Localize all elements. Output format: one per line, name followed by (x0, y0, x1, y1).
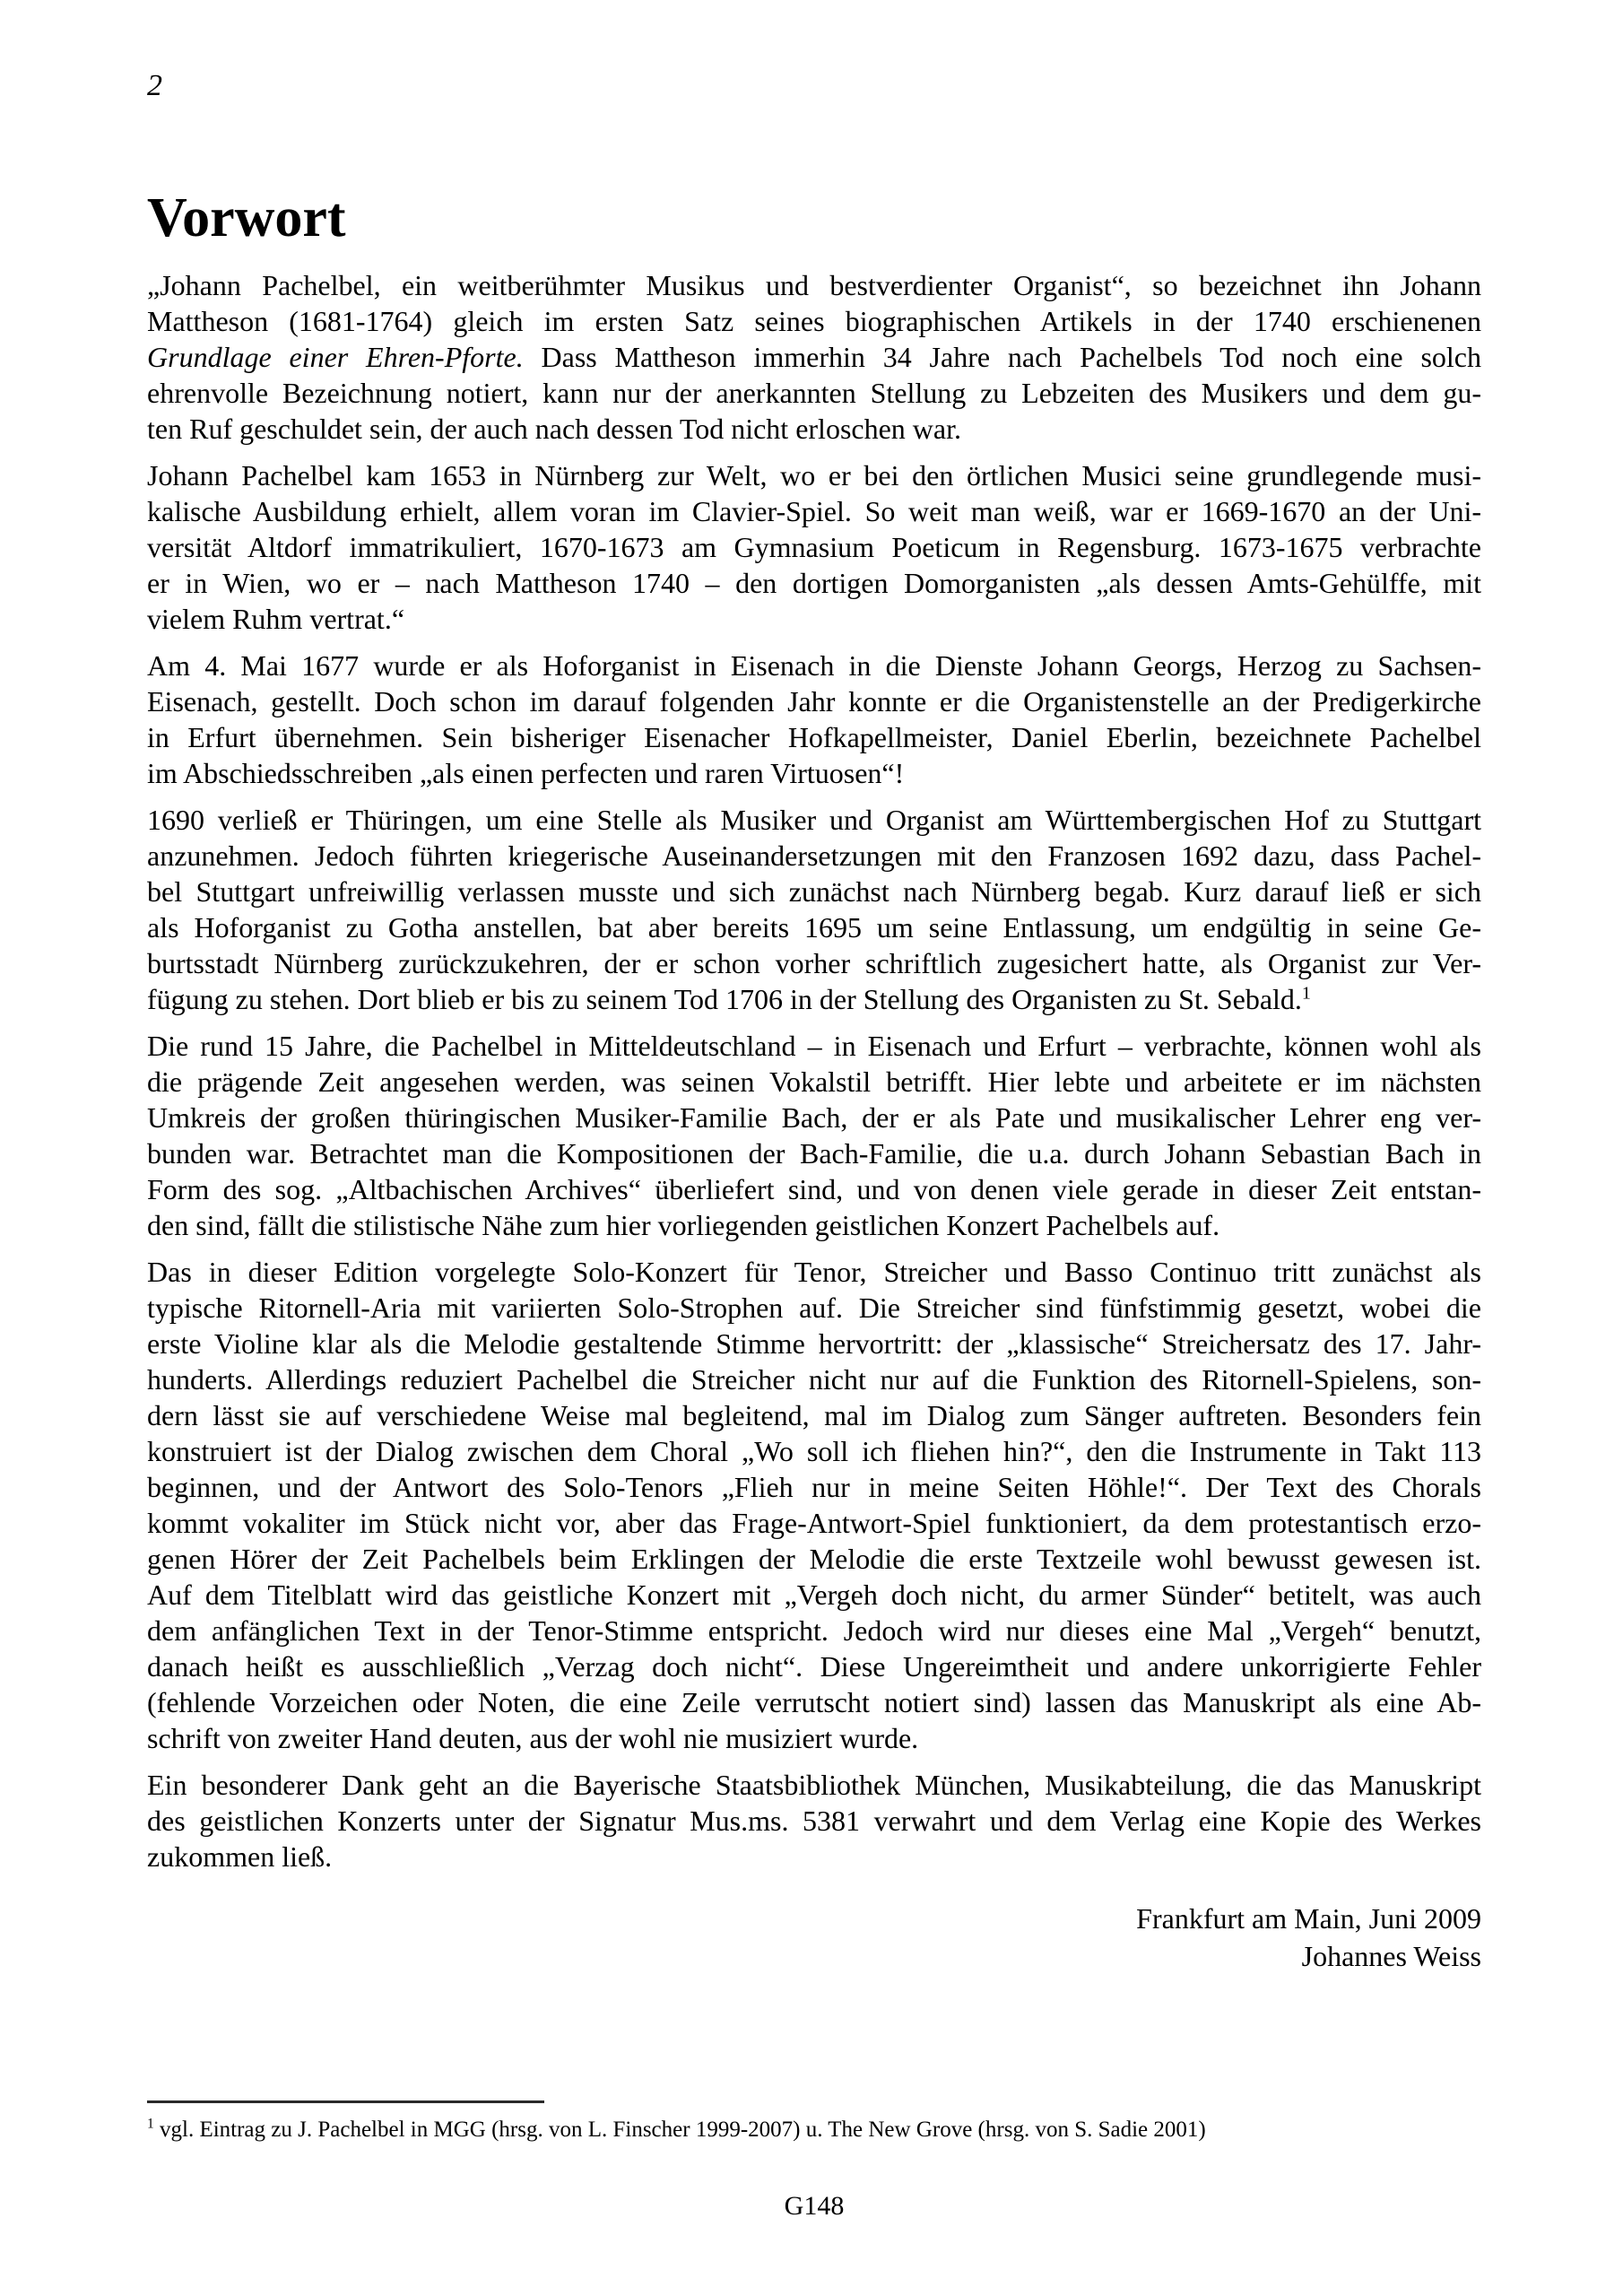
text-line: konstruiert ist der Dialog zwischen dem Choral „Wo soll ich fliehen hin?“, den die Instrumente in Takt 113 (147, 1435, 1481, 1467)
text-line: burtsstadt Nürnberg zurückzukehren, der er schon vorher schriftlich zugesichert hatte, als Organist zur Ver- (147, 947, 1481, 979)
page-footer: G148 (784, 2191, 845, 2221)
text-line: (fehlende Vorzeichen oder Noten, die eine Zeile verrutscht notiert sind) lassen das Manuskript als eine Ab- (147, 1686, 1481, 1718)
text-line: hunderts. Allerdings reduziert Pachelbel die Streicher nicht nur auf die Funktion des Ritornell-Spielens, son- (147, 1363, 1481, 1396)
text-line: im Abschiedsschreiben „als einen perfecten und raren Virtuosen“! (147, 757, 905, 789)
text-line: „Johann Pachelbel, ein weitberühmter Musikus und bestverdienter Organist“, so bezeichnet ihn Johann (147, 269, 1481, 301)
page-content (147, 68, 1481, 1975)
text-line: bel Stuttgart unfreiwillig verlassen musste und sich zunächst nach Nürnberg begab. Kurz darauf ließ er sich (147, 875, 1481, 908)
text-line: Ein besonderer Dank geht an die Bayerische Staatsbibliothek München, Musikabteilung, die das Manuskript (147, 1769, 1481, 1801)
page-number: 2 (147, 69, 162, 102)
footnote (147, 2116, 1481, 2144)
signature-place-date: Frankfurt am Main, Juni 2009 (1136, 1902, 1481, 1935)
text-line: kommt vokaliter im Stück nicht vor, aber das Frage-Antwort-Spiel funktioniert, da dem protestantisch erzo- (147, 1507, 1481, 1539)
text-line: Am 4. Mai 1677 wurde er als Hoforganist in Eisenach in die Dienste Johann Georgs, Herzog zu Sachsen- (147, 649, 1481, 682)
footnote-text: vgl. Eintrag zu J. Pachelbel in MGG (hrsg. von L. Finscher 1999-2007) u. The New Grove (hrsg. von S. Sadie 2001) (153, 2118, 1206, 2142)
paragraph (147, 1254, 1481, 1756)
text-line: typische Ritornell-Aria mit variierten Solo-Strophen auf. Die Streicher sind fünfstimmig gesetzt, wobei die (147, 1292, 1481, 1324)
text-line: anzunehmen. Jedoch führten kriegerische Auseinandersetzungen mit den Franzosen 1692 dazu, dass Pachel- (147, 839, 1481, 872)
text-line: Johann Pachelbel kam 1653 in Nürnberg zur Welt, wo er bei den örtlichen Musici seine grundlegende musi- (147, 459, 1481, 491)
text-line: als Hoforganist zu Gotha anstellen, bat aber bereits 1695 um seine Entlassung, um endgültig in seine Ge- (147, 911, 1481, 944)
text-line: in Erfurt übernehmen. Sein bisheriger Eisenacher Hofkapellmeister, Daniel Eberlin, bezeichnete Pachelbel (147, 721, 1481, 753)
text-line: Das in dieser Edition vorgelegte Solo-Konzert für Tenor, Streicher und Basso Continuo tritt zunächst als (147, 1256, 1481, 1288)
text-line: Auf dem Titelblatt wird das geistliche Konzert mit „Vergeh doch nicht, du armer Sünder“ betitelt, was auch (147, 1578, 1481, 1611)
text-line: dem anfänglichen Text in der Tenor-Stimme entspricht. Jedoch wird nur dieses eine Mal „Vergeh“ benutzt, (147, 1614, 1481, 1647)
text-line: die prägende Zeit angesehen werden, was seinen Vokalstil betrifft. Hier lebte und arbeitete er im nächsten (147, 1065, 1481, 1098)
signature-name: Johannes Weiss (1301, 1940, 1481, 1972)
paragraph (147, 1028, 1481, 1243)
text-line: den sind, fällt die stilistische Nähe zum hier vorliegenden geistlichen Konzert Pachelbels auf. (147, 1209, 1220, 1241)
text-line: Form des sog. „Altbachischen Archives“ überliefert sind, und von denen viele gerade in dieser Zeit entstan- (147, 1173, 1481, 1205)
text-line: dern lässt sie auf verschiedene Weise mal begleitend, mal im Dialog zum Sänger auftreten. Besonders fein (147, 1399, 1481, 1431)
paragraph (147, 1767, 1481, 1874)
text-line: Grundlage einer Ehren-Pforte. Dass Mattheson immerhin 34 Jahre nach Pachelbels Tod noch eine solch (147, 341, 1482, 373)
text-line: Umkreis der großen thüringischen Musiker-Familie Bach, der er als Pate und musikalischer Lehrer eng ver- (147, 1101, 1481, 1134)
footnote-area (147, 2100, 1481, 2144)
footnote-marker: 1 (147, 2116, 154, 2132)
text-line: fügung zu stehen. Dort blieb er bis zu seinem Tod 1706 in der Stellung des Organisten zu St. Sebald.$^1$ (147, 983, 1311, 1015)
text-line: Die rund 15 Jahre, die Pachelbel in Mitteldeutschland – in Eisenach und Erfurt – verbrachte, können wohl als (147, 1030, 1481, 1062)
text-line: versität Altdorf immatrikuliert, 1670-1673 am Gymnasium Poeticum in Regensburg. 1673-1675 verbrachte (147, 531, 1481, 563)
preface-paragraphs (147, 267, 1481, 1874)
paragraph (147, 267, 1481, 447)
paragraph (147, 802, 1481, 1017)
text-line: bunden war. Betrachtet man die Kompositionen der Bach-Familie, die u.a. durch Johann Sebastian Bach in (147, 1137, 1481, 1170)
page-title: Vorwort (147, 187, 346, 248)
text-line: beginnen, und der Antwort des Solo-Tenors „Flieh nur in meine Seiten Höhle!“. Der Text des Chorals (147, 1471, 1481, 1503)
text-line: kalische Ausbildung erhielt, allem voran im Clavier-Spiel. So weit man weiß, war er 1669-1670 an der Uni- (147, 495, 1481, 527)
paragraph (147, 648, 1481, 791)
signature-block (147, 1900, 1481, 1975)
text-line: ten Ruf geschuldet sein, der auch nach dessen Tod nicht erloschen war. (147, 413, 961, 445)
text-line: Eisenach, gestellt. Doch schon im darauf folgenden Jahr konnte er die Organistenstelle an der Predigerkirche (147, 685, 1481, 718)
text-line: Mattheson (1681-1764) gleich im ersten Satz seines biographischen Artikels in der 1740 erschienenen (147, 305, 1481, 337)
text-line: des geistlichen Konzerts unter der Signatur Mus.ms. 5381 verwahrt und dem Verlag eine Kopie des Werkes (147, 1805, 1481, 1837)
text-line: 1690 verließ er Thüringen, um eine Stelle als Musiker und Organist am Württembergischen Hof zu Stuttgart (147, 804, 1481, 836)
text-line: genen Hörer der Zeit Pachelbels beim Erklingen der Melodie die erste Textzeile wohl bewusst gewesen ist. (147, 1543, 1481, 1575)
text-line: zukommen ließ. (147, 1840, 333, 1873)
text-line: schrift von zweiter Hand deuten, aus der wohl nie musiziert wurde. (147, 1722, 919, 1754)
text-line: vielem Ruhm vertrat.“ (147, 603, 405, 635)
footnote-separator (147, 2100, 544, 2103)
text-line: danach heißt es ausschließlich „Verzag doch nicht“. Diese Ungereimtheit und andere unkorrigierte Fehler (147, 1650, 1481, 1683)
paragraph (147, 457, 1481, 637)
text-line: er in Wien, wo er – nach Mattheson 1740 – den dortigen Domorganisten „als dessen Amts-Gehülffe, mit (147, 567, 1481, 599)
text-line: erste Violine klar als die Melodie gestaltende Stimme hervortritt: der „klassische“ Streichersatz des 17. Jahr- (147, 1327, 1481, 1360)
text-line: ehrenvolle Bezeichnung notiert, kann nur der anerkannten Stellung zu Lebzeiten des Musikers und dem gu- (147, 377, 1481, 409)
